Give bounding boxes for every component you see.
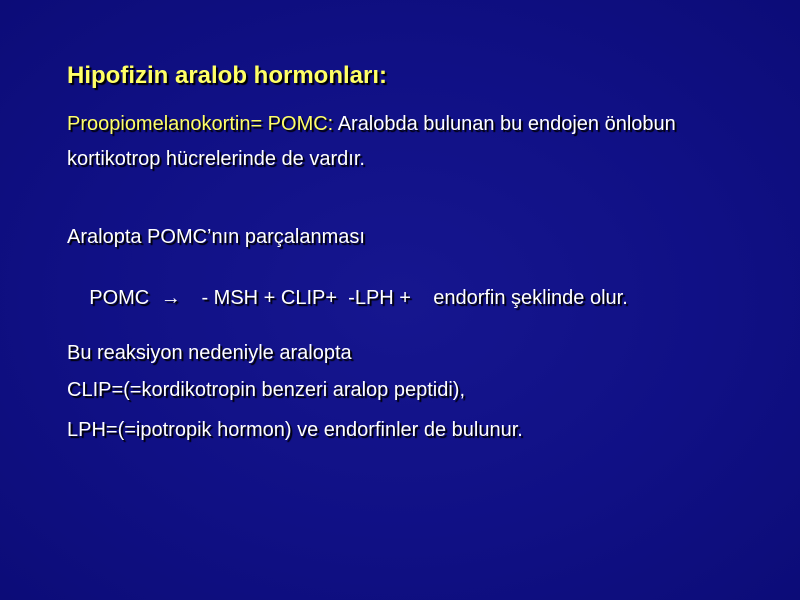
pomc-term: Proopiomelanokortin= POMC: <box>67 113 334 135</box>
paragraph-2-line-2 <box>67 262 628 334</box>
paragraph-1-line-1 <box>67 112 676 136</box>
reaction-products: - MSH + CLIP+ -LPH + endorfin şeklinde olur. <box>184 287 628 309</box>
pomc-label: POMC <box>89 287 155 309</box>
paragraph-2-line-1: Aralopta POMC’nın parçalanması <box>67 226 365 248</box>
pomc-description: Aralobda bulunan bu endojen önlobun <box>333 113 676 135</box>
paragraph-3-line-3: LPH=(=ipotropik hormon) ve endorfinler de bulunur. <box>67 419 523 441</box>
paragraph-1-line-2: kortikotrop hücrelerinde de vardır. <box>67 148 365 170</box>
paragraph-3-line-2: CLIP=(=kordikotropin benzeri aralop peptidi), <box>67 379 465 401</box>
paragraph-3-line-1: Bu reaksiyon nedeniyle aralopta <box>67 342 352 364</box>
slide-title: Hipofizin aralob hormonları: <box>67 62 388 89</box>
right-arrow-icon: → <box>160 287 181 309</box>
